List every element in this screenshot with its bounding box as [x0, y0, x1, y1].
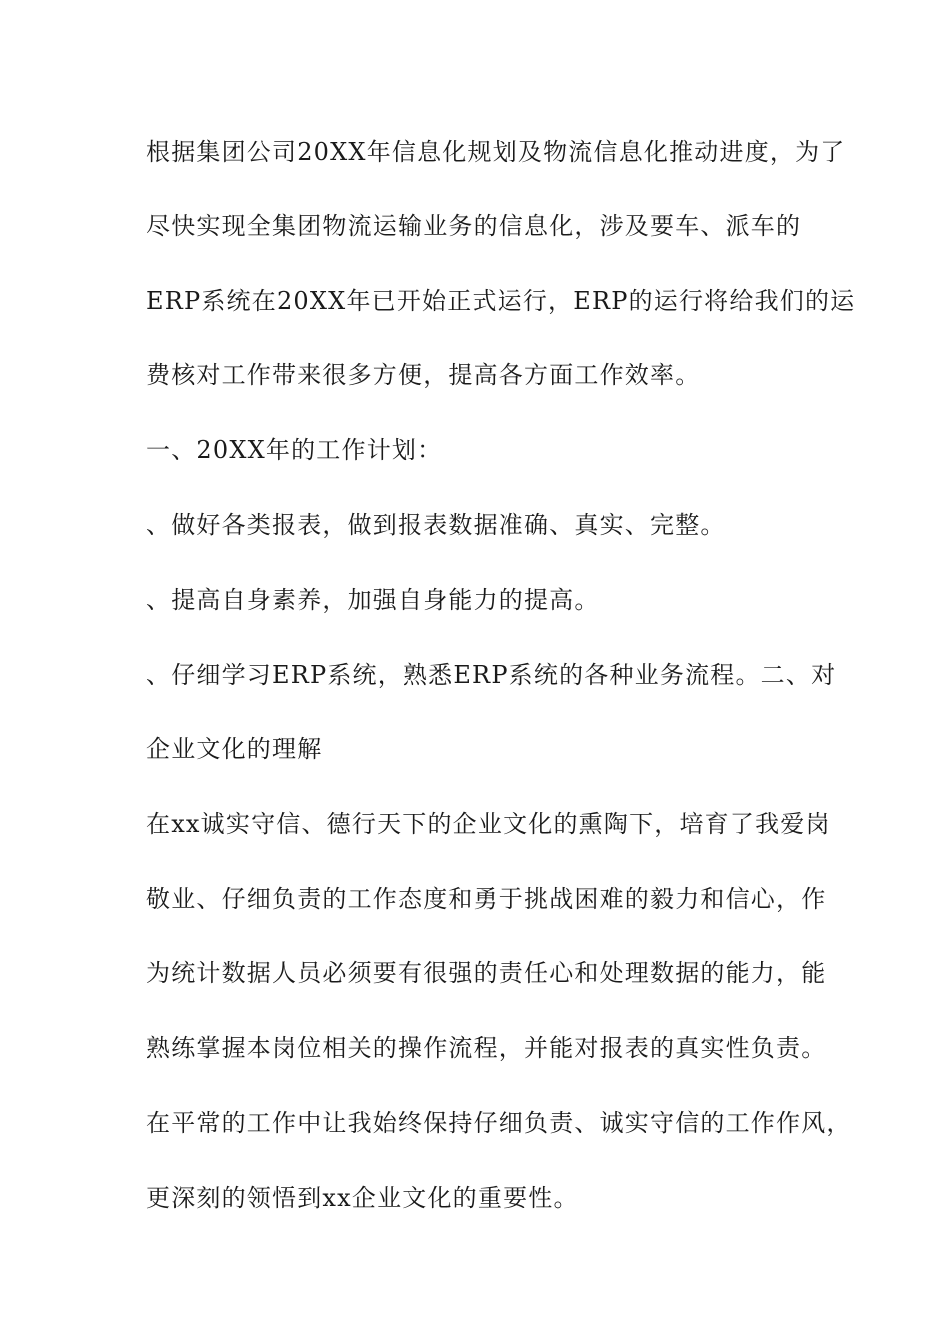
list-item: 、提高自身素养，加强自身能力的提高。: [146, 586, 600, 614]
section-heading: 一、20XX年的工作计划：: [146, 436, 443, 464]
list-item: 、仔细学习ERP系统，熟悉ERP系统的各种业务流程。二、对: [146, 661, 837, 689]
paragraph-line: 更深刻的领悟到xx企业文化的重要性。: [146, 1184, 579, 1212]
paragraph-line: 熟练掌握本岗位相关的操作流程，并能对报表的真实性负责。: [146, 1034, 827, 1062]
paragraph-line: 根据集团公司20XX年信息化规划及物流信息化推动进度，为了: [146, 138, 846, 166]
paragraph-line: ERP系统在20XX年已开始正式运行，ERP的运行将给我们的运: [146, 287, 856, 315]
paragraph-line: 敬业、仔细负责的工作态度和勇于挑战困难的毅力和信心，作: [146, 885, 827, 913]
paragraph-line: 尽快实现全集团物流运输业务的信息化，涉及要车、派车的: [146, 212, 802, 240]
section-heading: 企业文化的理解: [146, 735, 323, 763]
paragraph-line: 在平常的工作中让我始终保持仔细负责、诚实守信的工作作风，: [146, 1109, 852, 1137]
paragraph-line: 在xx诚实守信、德行天下的企业文化的熏陶下，培育了我爱岗: [146, 810, 831, 838]
paragraph-line: 为统计数据人员必须要有很强的责任心和处理数据的能力，能: [146, 959, 827, 987]
paragraph-line: 费核对工作带来很多方便，提高各方面工作效率。: [146, 361, 701, 389]
list-item: 、做好各类报表，做到报表数据准确、真实、完整。: [146, 511, 726, 539]
